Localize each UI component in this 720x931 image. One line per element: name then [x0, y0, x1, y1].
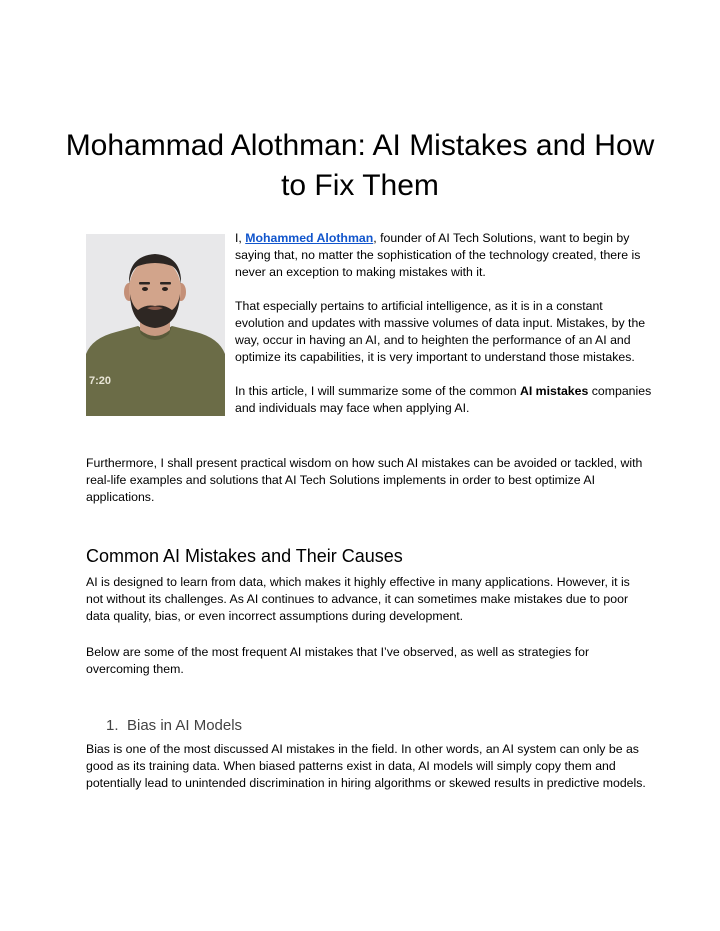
subsection-paragraph-1: Bias is one of the most discussed AI mistakes in the field. In other words, an AI system can only be as good as its training data. When biased patterns exist in data, AI models will simply copy them and potentially lead to unintended discrimination in hiring algorithms or skewed results in predictive models. [86, 742, 646, 790]
ai-mistakes-bold: AI mistakes [519, 384, 589, 398]
section-paragraph-1-block [86, 574, 646, 625]
furthermore-block [86, 455, 646, 506]
section-paragraph-2: Below are some of the most frequent AI mistakes that I’ve observed, as well as strategies for overcoming them. [86, 645, 590, 676]
intro-p3-suffix: companies and individuals may face when applying AI. [235, 384, 652, 415]
intro-p3-prefix: In this article, I will summarize some of the common [235, 384, 520, 398]
author-photo [86, 234, 225, 416]
subsection-title: Bias in AI Models [127, 717, 243, 734]
subsection-paragraph-block [86, 741, 646, 792]
author-portrait-illustration [86, 234, 225, 416]
intro-paragraph-1 [235, 230, 655, 281]
intro-text [235, 230, 655, 417]
section-heading: Common AI Mistakes and Their Causes [86, 546, 403, 566]
intro-paragraph-3 [235, 383, 655, 417]
intro-p1-prefix: I, [235, 231, 246, 245]
page-title: Mohammad Alothman: AI Mistakes and How to Fix Them [65, 129, 655, 202]
subsection-heading [106, 716, 242, 736]
subsection-number: 1. [106, 717, 119, 734]
intro-paragraph-2: That especially pertains to artificial intelligence, as it is in a constant evolution and updates with massive volumes of data input. Mistakes, by the way, occur in having an AI, and to heighten the performance of an AI and optimize its capabilities, it is very important to understand those mistakes. [235, 299, 646, 364]
section-paragraph-2-block [86, 644, 646, 678]
section-paragraph-1: AI is designed to learn from data, which makes it highly effective in many applications. However, it is not without its challenges. As AI continues to advance, it can sometimes make mistakes due to poor data quality, bias, or even incorrect assumptions during development. [86, 575, 630, 623]
furthermore-paragraph: Furthermore, I shall present practical wisdom on how such AI mistakes can be avoided or tackled, with real-life examples and solutions that AI Tech Solutions implements in order to best optimize AI applications. [86, 456, 643, 504]
intro-p1-suffix: , founder of AI Tech Solutions, want to begin by saying that, no matter the sophistication of the technology created, there is never an exception to making mistakes with it. [235, 231, 641, 279]
shirt-print: 7:20 [89, 375, 112, 387]
author-name-link[interactable]: Mohammed Alothman [245, 231, 374, 245]
